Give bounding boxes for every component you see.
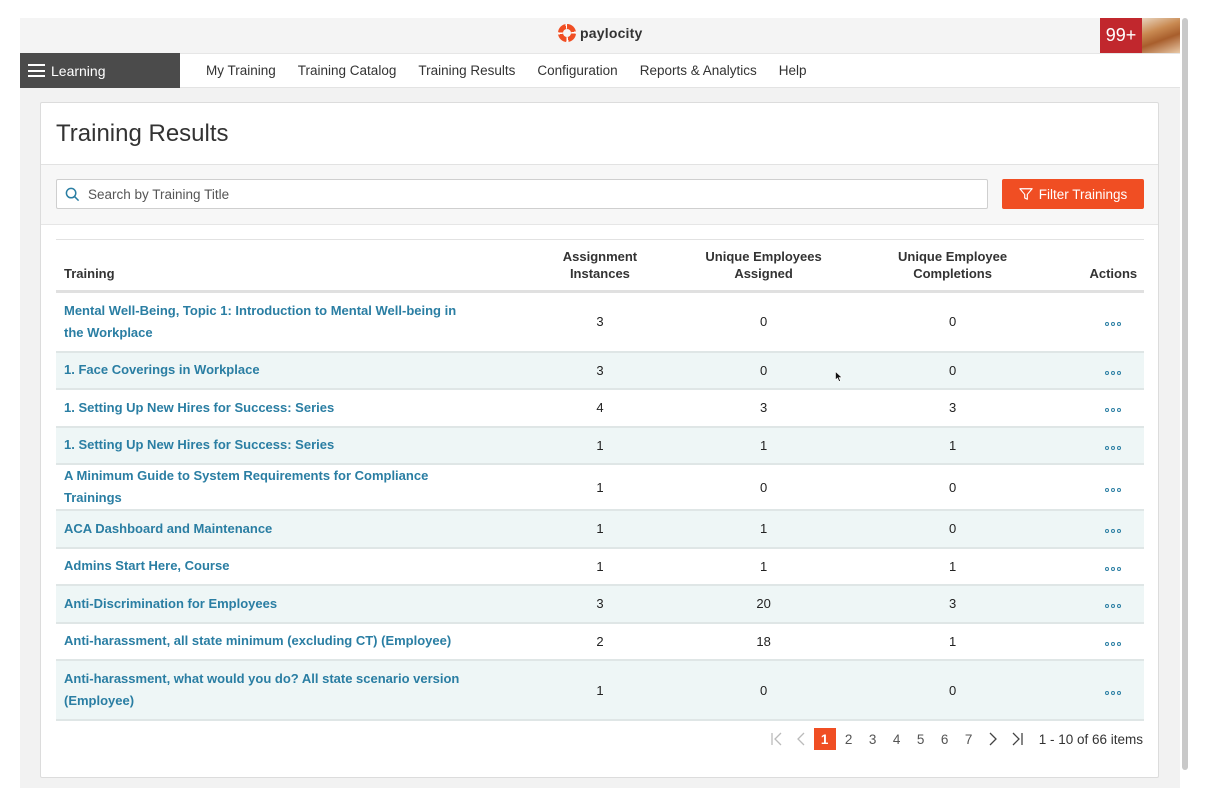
page-number[interactable]: 7 — [964, 731, 973, 747]
header-training[interactable]: Training — [56, 240, 495, 292]
page-number[interactable]: 2 — [844, 731, 853, 747]
unique-assigned-cell: 0 — [705, 660, 823, 720]
assignment-instances-cell: 1 — [495, 548, 704, 586]
assignment-instances-cell: 2 — [495, 623, 704, 661]
assignment-instances-cell: 4 — [495, 389, 704, 427]
page-number[interactable]: 3 — [868, 731, 877, 747]
table-row — [56, 585, 1144, 623]
table-body — [56, 292, 1144, 721]
training-title-link[interactable]: ACA Dashboard and Maintenance — [56, 510, 495, 548]
more-dots-icon[interactable] — [1105, 604, 1121, 608]
top-bar — [20, 18, 1180, 53]
header-assignment-instances[interactable]: Assignment Instances — [495, 240, 704, 292]
training-title-link[interactable]: Anti-harassment, what would you do? All state scenario version (Employee) — [56, 660, 495, 720]
unique-completions-cell: 1 — [823, 548, 1083, 586]
assignment-instances-cell: 3 — [495, 292, 704, 352]
actions-cell — [1083, 510, 1144, 548]
table-row — [56, 292, 1144, 352]
header-unique-assigned[interactable]: Unique Employees Assigned — [705, 240, 823, 292]
first-page-icon[interactable] — [765, 727, 789, 751]
hamburger-icon — [28, 64, 45, 77]
unique-completions-cell: 0 — [823, 660, 1083, 720]
unique-completions-cell: 1 — [823, 623, 1083, 661]
logo-text: paylocity — [580, 25, 643, 41]
table-row — [56, 548, 1144, 586]
unique-completions-cell: 1 — [823, 427, 1083, 465]
more-dots-icon[interactable] — [1105, 408, 1121, 412]
actions-cell — [1083, 427, 1144, 465]
nav-links — [195, 63, 818, 78]
pagination-info: 1 - 10 of 66 items — [1038, 731, 1143, 747]
page-scrollbar[interactable] — [1182, 18, 1188, 770]
assignment-instances-cell: 3 — [495, 585, 704, 623]
filter-trainings-button[interactable] — [1002, 179, 1144, 209]
table-row — [56, 660, 1144, 720]
more-dots-icon[interactable] — [1105, 642, 1121, 646]
filter-icon — [1019, 187, 1033, 201]
more-dots-icon[interactable] — [1105, 567, 1121, 571]
assignment-instances-cell: 1 — [495, 660, 704, 720]
actions-cell — [1083, 389, 1144, 427]
actions-cell — [1083, 464, 1144, 510]
results-card — [40, 102, 1159, 778]
logo-icon — [558, 24, 576, 42]
nav-bar — [20, 53, 1180, 88]
nav-configuration[interactable]: Configuration — [537, 63, 618, 78]
training-title-link[interactable]: 1. Setting Up New Hires for Success: Series — [56, 389, 495, 427]
unique-completions-cell: 3 — [823, 585, 1083, 623]
actions-cell — [1083, 660, 1144, 720]
avatar[interactable] — [1142, 18, 1180, 53]
module-label: Learning — [51, 62, 106, 79]
training-title-link[interactable]: Anti-Discrimination for Employees — [56, 585, 495, 623]
unique-assigned-cell: 0 — [705, 464, 823, 510]
actions-cell — [1083, 352, 1144, 390]
unique-assigned-cell: 18 — [705, 623, 823, 661]
more-dots-icon[interactable] — [1105, 691, 1121, 695]
unique-assigned-cell: 0 — [705, 292, 823, 352]
training-title-link[interactable]: Admins Start Here, Course — [56, 548, 495, 586]
unique-completions-cell: 0 — [823, 510, 1083, 548]
nav-reports-analytics[interactable]: Reports & Analytics — [639, 63, 757, 78]
page-numbers — [813, 728, 981, 750]
more-dots-icon[interactable] — [1105, 446, 1121, 450]
unique-assigned-cell: 1 — [705, 510, 823, 548]
results-table — [56, 239, 1144, 721]
filter-label: Filter Trainings — [1038, 186, 1128, 202]
last-page-icon[interactable] — [1005, 727, 1029, 751]
unique-completions-cell: 0 — [823, 292, 1083, 352]
notification-badge[interactable]: 99+ — [1100, 18, 1142, 53]
assignment-instances-cell: 3 — [495, 352, 704, 390]
prev-page-icon[interactable] — [789, 727, 813, 751]
unique-completions-cell: 0 — [823, 352, 1083, 390]
module-menu-button[interactable] — [20, 53, 180, 88]
unique-assigned-cell: 20 — [705, 585, 823, 623]
search-icon — [65, 187, 80, 202]
more-dots-icon[interactable] — [1105, 488, 1121, 492]
table-row — [56, 352, 1144, 390]
page-number[interactable]: 4 — [892, 731, 901, 747]
toolbar — [41, 165, 1158, 225]
card-header — [41, 103, 1158, 165]
page-title: Training Results — [56, 119, 229, 147]
table-row — [56, 510, 1144, 548]
training-title-link[interactable]: Mental Well-Being, Topic 1: Introduction to Mental Well-being in the Workplace — [56, 292, 495, 352]
table-header-row — [56, 240, 1144, 292]
assignment-instances-cell: 1 — [495, 510, 704, 548]
nav-help[interactable]: Help — [778, 63, 807, 78]
training-title-link[interactable]: A Minimum Guide to System Requirements for Compliance Trainings — [56, 464, 495, 510]
nav-training-results[interactable]: Training Results — [418, 63, 516, 78]
table-row — [56, 623, 1144, 661]
search-input[interactable] — [88, 187, 987, 202]
pagination — [765, 727, 1143, 751]
unique-completions-cell: 3 — [823, 389, 1083, 427]
nav-training-catalog[interactable]: Training Catalog — [297, 63, 397, 78]
unique-assigned-cell: 1 — [705, 548, 823, 586]
table-row — [56, 464, 1144, 510]
header-actions: Actions — [1083, 240, 1144, 292]
table-row — [56, 427, 1144, 465]
training-title-link[interactable]: 1. Setting Up New Hires for Success: Series — [56, 427, 495, 465]
assignment-instances-cell: 1 — [495, 464, 704, 510]
header-unique-completions[interactable]: Unique Employee Completions — [823, 240, 1083, 292]
page-number[interactable]: 5 — [916, 731, 925, 747]
unique-completions-cell: 0 — [823, 464, 1083, 510]
actions-cell — [1083, 292, 1144, 352]
assignment-instances-cell: 1 — [495, 427, 704, 465]
actions-cell — [1083, 548, 1144, 586]
table-row — [56, 389, 1144, 427]
actions-cell — [1083, 623, 1144, 661]
training-title-link[interactable]: 1. Face Coverings in Workplace — [56, 352, 495, 390]
more-dots-icon[interactable] — [1105, 529, 1121, 533]
more-dots-icon[interactable] — [1105, 371, 1121, 375]
page-number[interactable]: 6 — [940, 731, 949, 747]
more-dots-icon[interactable] — [1105, 322, 1121, 326]
nav-my-training[interactable]: My Training — [206, 63, 276, 78]
page-number[interactable]: 1 — [814, 728, 836, 750]
unique-assigned-cell: 0 — [705, 352, 823, 390]
actions-cell — [1083, 585, 1144, 623]
unique-assigned-cell: 1 — [705, 427, 823, 465]
unique-assigned-cell: 3 — [705, 389, 823, 427]
search-box[interactable] — [56, 179, 988, 209]
next-page-icon[interactable] — [981, 727, 1005, 751]
logo — [558, 24, 643, 42]
app-window — [20, 18, 1180, 788]
training-title-link[interactable]: Anti-harassment, all state minimum (excluding CT) (Employee) — [56, 623, 495, 661]
mouse-pointer-icon — [835, 371, 843, 382]
